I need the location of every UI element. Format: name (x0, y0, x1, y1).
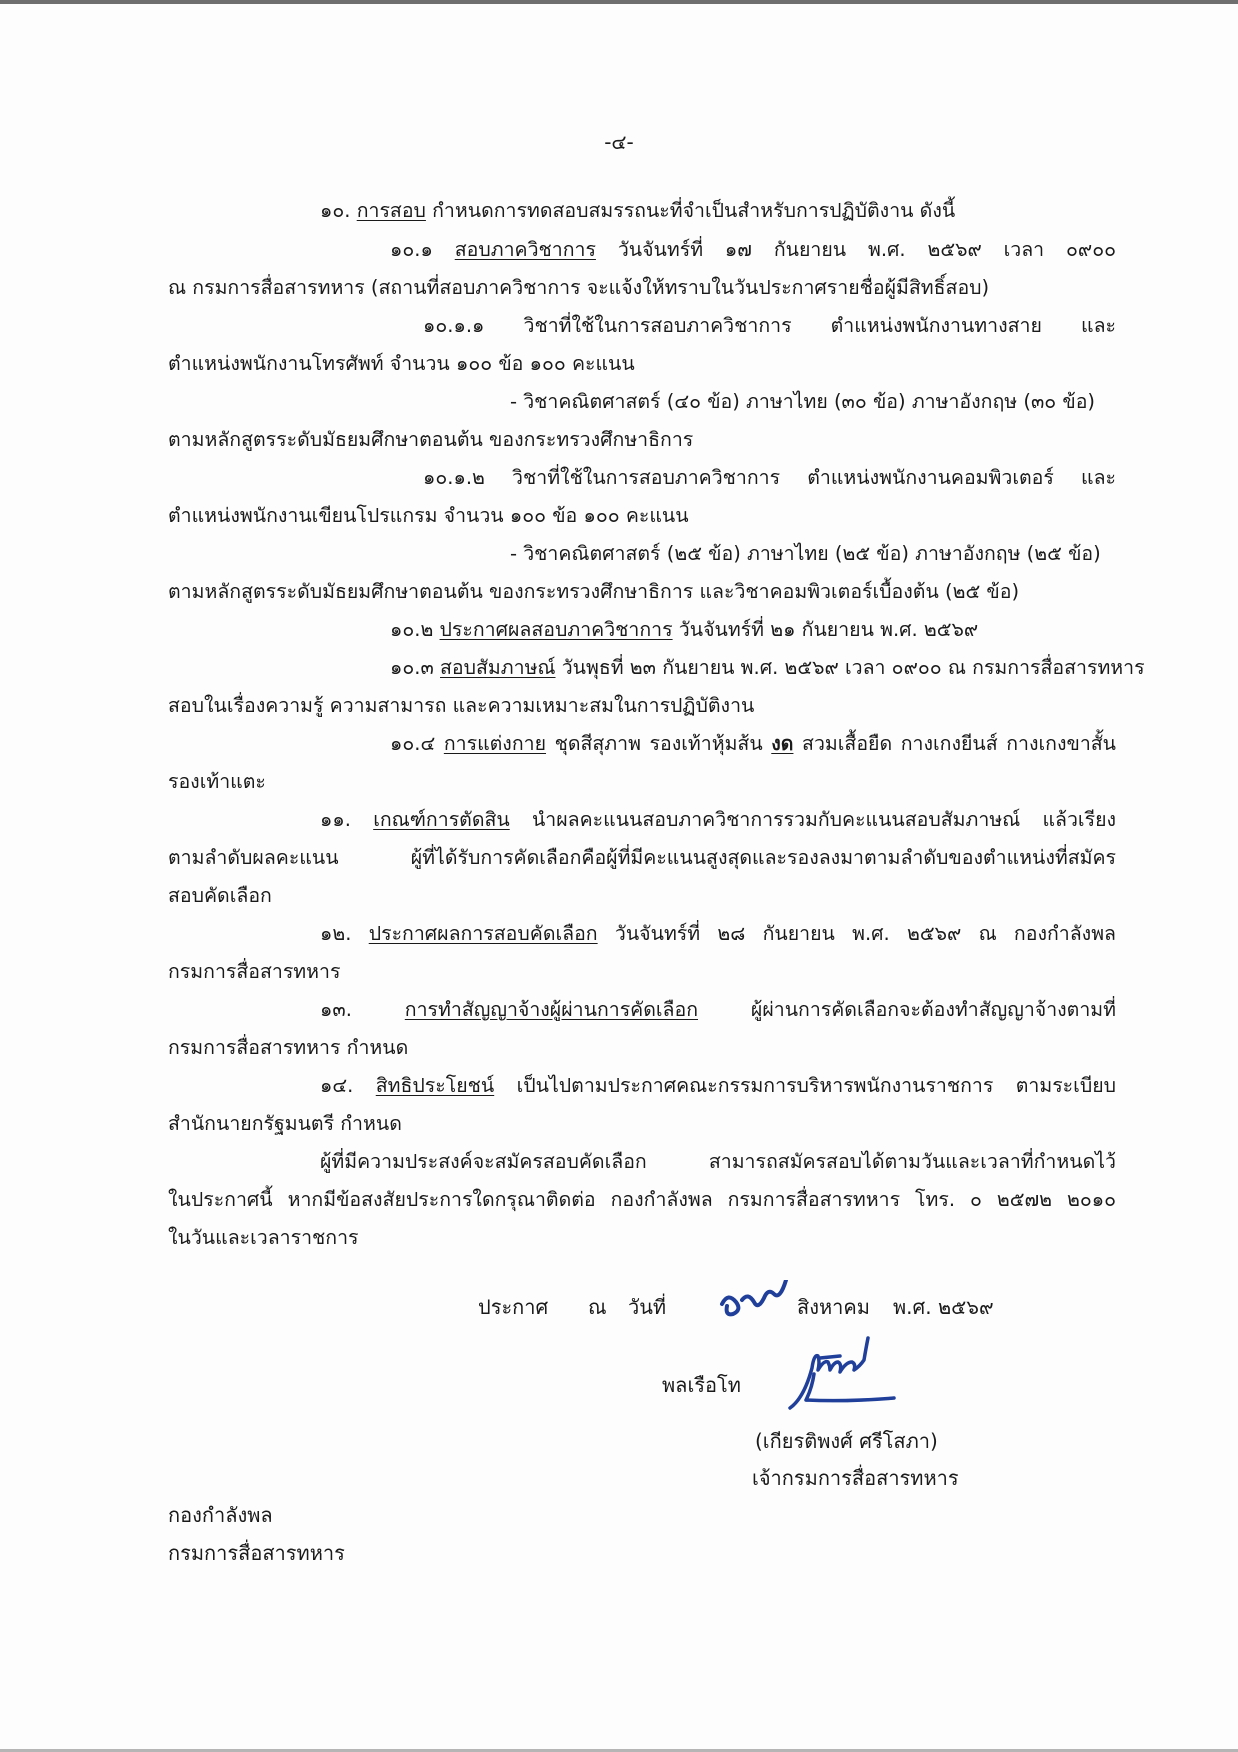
section-10-4-line-2: รองเท้าแตะ (168, 770, 266, 793)
section-10-1-2-curriculum: ตามหลักสูตรระดับมัธยมศึกษาตอนต้น ของกระทรวงศึกษาธิการ และวิชาคอมพิวเตอร์เบื้องต้น (๒๕ ข้อ) (168, 580, 1020, 603)
subsection-number: ๑๐.๔ (390, 732, 436, 755)
scan-top-edge (0, 0, 1238, 4)
subsection-text: วันจันทร์ที่ ๑๗ กันยายน พ.ศ. ๒๕๖๙ เวลา ๐๙๐๐ (617, 238, 1116, 261)
footer-org: กรมการสื่อสารทหาร (168, 1541, 345, 1565)
section-10-1-line-2: ณ กรมการสื่อสารทหาร (สถานที่สอบภาควิชาการ จะแจ้งให้ทราบในวันประกาศรายชื่อผู้มีสิทธิ์สอบ) (168, 276, 990, 299)
rank-label: พลเรือโท (662, 1373, 741, 1397)
section-10-heading (320, 196, 955, 226)
section-10-1-1-curriculum: ตามหลักสูตรระดับมัธยมศึกษาตอนต้น ของกระทรวงศึกษาธิการ (168, 428, 694, 451)
subsection-number: ๑๐.๑ (390, 238, 433, 261)
section-title: ประกาศผลการสอบคัดเลือก (368, 922, 598, 945)
date-label: วันที่ (628, 1295, 667, 1319)
section-text: นำผลคะแนนสอบภาควิชาการรวมกับคะแนนสอบสัมภาษณ์ แล้วเรียง (531, 808, 1117, 831)
subsection-title: การแต่งกาย (443, 732, 547, 755)
section-12-line-2: กรมการสื่อสารทหาร (168, 960, 341, 983)
section-14-line-2: สำนักนายกรัฐมนตรี กำหนด (168, 1112, 402, 1135)
section-title: การทำสัญญาจ้างผู้ผ่านการคัดเลือก (404, 998, 699, 1021)
subsection-title: ประกาศผลสอบภาควิชาการ (439, 618, 673, 641)
section-10-1-2-line-1: ๑๐.๑.๒ วิชาที่ใช้ในการสอบภาควิชาการ ตำแหน่งพนักงานคอมพิวเตอร์ และ (423, 466, 1116, 489)
section-13-line-2: กรมการสื่อสารทหาร กำหนด (168, 1036, 409, 1059)
subsection-text: วันพุธที่ ๒๓ กันยายน พ.ศ. ๒๕๖๙ เวลา ๐๙๐๐ ณ กรมการสื่อสารทหาร (561, 656, 1145, 679)
section-10-2 (390, 615, 978, 645)
section-11-line-1 (320, 805, 1116, 835)
section-number: ๑๐. (320, 199, 351, 222)
month-label: สิงหาคม (797, 1295, 870, 1319)
emphasis-text: งด (771, 732, 794, 755)
handwritten-day (716, 1280, 800, 1328)
subsection-title: สอบภาควิชาการ (454, 238, 596, 261)
section-number: ๑๓. (320, 998, 352, 1021)
section-text: กำหนดการทดสอบสมรรถนะที่จำเป็นสำหรับการปฏิบัติงาน ดังนี้ (432, 199, 956, 222)
section-13-line-1 (320, 995, 1116, 1025)
section-10-1-1-subjects: - วิชาคณิตศาสตร์ (๔๐ ข้อ) ภาษาไทย (๓๐ ข้อ) ภาษาอังกฤษ (๓๐ ข้อ) (510, 390, 1096, 413)
at-label: ณ (588, 1295, 607, 1319)
section-10-1-1-line-2: ตำแหน่งพนักงานโทรศัพท์ จำนวน ๑๐๐ ข้อ ๑๐๐ คะแนน (168, 352, 635, 375)
year-label: พ.ศ. ๒๕๖๙ (893, 1295, 994, 1319)
section-text: ผู้ผ่านการคัดเลือกจะต้องทำสัญญาจ้างตามที่ (750, 998, 1116, 1021)
section-number: ๑๔. (320, 1074, 354, 1097)
section-10-1-2-subjects: - วิชาคณิตศาสตร์ (๒๕ ข้อ) ภาษาไทย (๒๕ ข้อ) ภาษาอังกฤษ (๒๕ ข้อ) (510, 542, 1101, 565)
closing-line-1: ผู้ที่มีความประสงค์จะสมัครสอบคัดเลือก สามารถสมัครสอบได้ตามวันและเวลาที่กำหนดไว้ (320, 1150, 1116, 1173)
section-10-1-2-line-2: ตำแหน่งพนักงานเขียนโปรแกรม จำนวน ๑๐๐ ข้อ ๑๐๐ คะแนน (168, 504, 689, 527)
section-text: วันจันทร์ที่ ๒๘ กันยายน พ.ศ. ๒๕๖๙ ณ กองกำลังพล (614, 922, 1116, 945)
subsection-number: ๑๐.๓ (390, 656, 434, 679)
signer-position: เจ้ากรมการสื่อสารทหาร (752, 1466, 959, 1490)
subsection-text: วันจันทร์ที่ ๒๑ กันยายน พ.ศ. ๒๕๖๙ (678, 618, 979, 641)
section-10-1-line-1 (390, 235, 1116, 265)
section-11-line-3: สอบคัดเลือก (168, 884, 272, 907)
section-10-1-1-line-1: ๑๐.๑.๑ วิชาที่ใช้ในการสอบภาควิชาการ ตำแหน่งพนักงานทางสาย และ (423, 314, 1116, 337)
section-number: ๑๒. (320, 922, 352, 945)
section-12-line-1 (320, 919, 1116, 949)
section-10-3-line-2: สอบในเรื่องความรู้ ความสามารถ และความเหมาะสมในการปฏิบัติงาน (168, 694, 755, 717)
footer-dept: กองกำลังพล (168, 1503, 273, 1527)
signature-mark (780, 1328, 908, 1416)
closing-line-3: ในวันและเวลาราชการ (168, 1226, 359, 1249)
subsection-title: สอบสัมภาษณ์ (440, 656, 556, 679)
signer-name: (เกียรติพงศ์ ศรีโสภา) (755, 1429, 938, 1453)
subsection-number: ๑๐.๒ (390, 618, 434, 641)
section-number: ๑๑. (320, 808, 351, 831)
subsection-text: ชุดสีสุภาพ รองเท้าหุ้มส้น (554, 732, 763, 755)
closing-line-2: ในประกาศนี้ หากมีข้อสงสัยประการใดกรุณาติดต่อ กองกำลังพล กรมการสื่อสารทหาร โทร. ๐ ๒๕๗๒ ๒๐๑๐ (168, 1188, 1116, 1211)
section-11-line-2: ตามลำดับผลคะแนน ผู้ที่ได้รับการคัดเลือกคือผู้ที่มีคะแนนสูงสุดและรองลงมาตามลำดับของตำแหน่งที่สมัคร (168, 846, 1116, 869)
section-10-4-line-1 (390, 729, 1116, 759)
signature (780, 1328, 908, 1420)
page-number: -๔- (604, 130, 634, 154)
section-title: เกณฑ์การตัดสิน (373, 808, 510, 831)
section-title: การสอบ (356, 199, 426, 222)
section-text: เป็นไปตามประกาศคณะกรรมการบริหารพนักงานราชการ ตามระเบียบ (516, 1074, 1117, 1097)
section-10-3-line-1 (390, 653, 1145, 683)
section-title: สิทธิประโยชน์ (375, 1074, 495, 1097)
subsection-text: สวมเสื้อยืด กางเกงยีนส์ กางเกงขาสั้น (802, 732, 1117, 755)
section-14-line-1 (320, 1071, 1116, 1101)
announce-label: ประกาศ (478, 1295, 549, 1319)
